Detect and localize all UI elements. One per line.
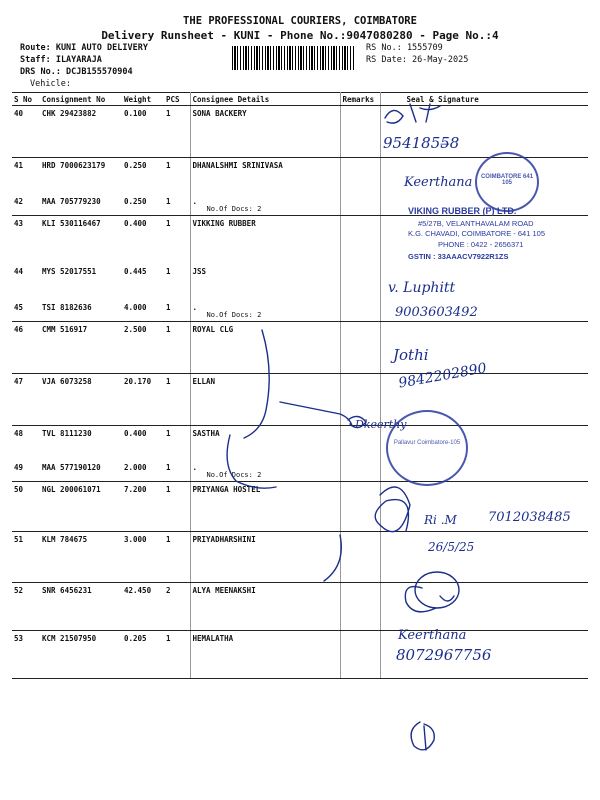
cell-consignee (190, 460, 340, 482)
cell-signature (380, 583, 588, 631)
cell-remarks (340, 158, 380, 194)
signature-row-45: v. Luphitt (388, 280, 456, 296)
cell-sno: 51 (12, 532, 40, 583)
phone-row-47: 9842202890 (397, 360, 488, 392)
table-row (12, 583, 588, 631)
docs-count: No.Of Docs: 2 (206, 311, 262, 319)
table-row (12, 631, 588, 679)
cell-pcs: 1 (164, 631, 190, 679)
cell-pcs: 1 (164, 460, 190, 482)
cell-sno: 48 (14, 429, 24, 438)
table-row (12, 264, 588, 300)
cell-consignee (190, 194, 340, 216)
cell-consignment: VJA 6073258 (40, 374, 122, 426)
runsheet-subtitle: Delivery Runsheet - KUNI - Phone No.:9047080280 - Page No.:4 (101, 29, 499, 42)
col-signature: Seal & Signature (380, 93, 588, 106)
company-title: THE PROFESSIONAL COURIERS, COIMBATORE (183, 15, 417, 27)
cell-consignment: TSI 8182636 (40, 300, 122, 322)
cell-consignee: VIKKING RUBBER (190, 216, 340, 264)
cell-pcs: 1 (164, 532, 190, 583)
cell-weight: 0.400 (124, 219, 147, 228)
cell-pcs: 1 (164, 322, 190, 374)
cell-remarks (340, 322, 380, 374)
table-row (12, 426, 588, 460)
phone-row-45: 9003603492 (395, 305, 478, 320)
col-consignment: Consignment No (40, 93, 122, 106)
cell-sno: 46 (12, 322, 40, 374)
cell-consignment: NGL 200061071 (40, 482, 122, 532)
cell-sno: 40 (12, 106, 40, 158)
route-label: Route: KUNI AUTO DELIVERY (20, 43, 148, 53)
cell-weight: 2.000 (122, 460, 164, 482)
col-consignee: Consignee Details (190, 93, 340, 106)
cell-remarks (340, 482, 380, 532)
table-header (12, 93, 588, 106)
cell-remarks (340, 194, 380, 216)
cell-consignment: HRD 7000623179 (42, 161, 106, 170)
phone-row-40: 9541855̶8 (383, 134, 460, 152)
cell-sno: 41 (14, 161, 24, 170)
cell-consignment: CMM 516917 (40, 322, 122, 374)
cell-consignment: SNR 6456231 (40, 583, 122, 631)
viking-stamp-line1: VIKING RUBBER (P) LTD. (408, 206, 517, 216)
table-row (12, 532, 588, 583)
cell-weight: 4.000 (122, 300, 164, 322)
table-row (12, 106, 588, 158)
cell-sno: 42 (12, 194, 40, 216)
cell-pcs: 1 (164, 216, 190, 264)
cell-consignee: ELLAN (190, 374, 340, 426)
signature-row-46: Jothi (393, 346, 429, 364)
signature-row-51: Ri .M (424, 513, 457, 527)
cell-remarks (340, 631, 380, 679)
col-remarks: Remarks (340, 93, 380, 106)
cell-pcs: 1 (164, 426, 190, 460)
cell-signature (380, 532, 588, 583)
viking-stamp-line5: GSTIN : 33AAACV7922R1ZS (408, 252, 509, 261)
cell-consignment: KCM 21507950 (40, 631, 122, 679)
cell-weight: 0.445 (124, 266, 147, 276)
cell-weight: 0.400 (124, 429, 147, 438)
nehru-institute-stamp (386, 410, 468, 486)
cell-remarks (340, 460, 380, 482)
cell-consignee: SASTHA (190, 426, 340, 460)
consignee-dot: . (192, 462, 198, 472)
cell-sno: 44 (14, 266, 24, 276)
signature-row-48: Dkeerthy (355, 418, 407, 431)
vehicle-label: Vehicle: (30, 79, 71, 89)
barcode (232, 46, 354, 70)
cell-consignee: ALYA MEENAKSHI (190, 583, 340, 631)
cell-consignment: MAA 705779230 (40, 194, 122, 216)
cell-sno: 52 (12, 583, 40, 631)
viking-stamp-line2: #5/27B, VELANTHAVALAM ROAD (418, 219, 534, 228)
cell-consignee: PRIYANGA HOSTEL (190, 482, 340, 532)
cell-consignee: JSS (190, 264, 340, 300)
cell-pcs: 1 (164, 374, 190, 426)
docs-count: No.Of Docs: 2 (206, 471, 262, 479)
cell-weight: 3.000 (122, 532, 164, 583)
table-row (12, 374, 588, 426)
consignee-dot: . (192, 196, 198, 206)
staff-label: Staff: ILAYARAJA (20, 55, 102, 65)
drs-number: DRS No.: DCJB155570904 (20, 67, 133, 77)
cell-remarks (340, 216, 380, 264)
rs-date: RS Date: 26-May-2025 (366, 55, 469, 65)
cell-weight: 42.450 (122, 583, 164, 631)
rs-number: RS No.: 1555709 (366, 43, 443, 53)
name-row-42: Keerthana (404, 175, 473, 190)
cell-sno: 43 (14, 219, 24, 228)
cell-consignment: CHK 29423882 (40, 106, 122, 158)
col-sno: S No (12, 93, 40, 106)
cell-sno: 47 (12, 374, 40, 426)
cell-remarks (340, 532, 380, 583)
cell-remarks (340, 583, 380, 631)
cell-pcs: 1 (164, 158, 190, 194)
consignee-dot: . (192, 302, 198, 312)
college-stamp-text: COIMBATORE 641 105 (480, 174, 534, 186)
cell-weight: 0.250 (124, 161, 147, 170)
college-stamp (475, 152, 539, 212)
cell-consignee: PRIYADHARSHINI (190, 532, 340, 583)
cell-consignee: SONA BACKERY (190, 106, 340, 158)
cell-pcs: 1 (164, 264, 190, 300)
cell-sno: 45 (12, 300, 40, 322)
table-row (12, 300, 588, 322)
name-row-53: Keerthana (398, 628, 467, 643)
cell-pcs: 1 (164, 194, 190, 216)
cell-pcs: 1 (164, 482, 190, 532)
cell-consignee: ROYAL CLG (190, 322, 340, 374)
cell-weight: 7.200 (122, 482, 164, 532)
cell-weight: 0.100 (122, 106, 164, 158)
cell-consignment: TVL 8111230 (42, 429, 92, 438)
cell-weight: 0.205 (122, 631, 164, 679)
phone-row-50: 7012038485 (488, 510, 571, 525)
scribble-bottom (411, 722, 434, 750)
cell-sno: 53 (12, 631, 40, 679)
cell-remarks (340, 264, 380, 300)
cell-sno: 50 (12, 482, 40, 532)
table-row (12, 322, 588, 374)
cell-weight: 2.500 (122, 322, 164, 374)
cell-consignment: KLI 530116467 (42, 219, 101, 228)
cell-remarks (340, 106, 380, 158)
cell-consignment: MAA 577190120 (40, 460, 122, 482)
col-pcs: PCS (164, 93, 190, 106)
cell-remarks (340, 300, 380, 322)
cell-consignee (190, 300, 340, 322)
docs-count: No.Of Docs: 2 (206, 205, 262, 213)
cell-weight: 0.250 (122, 194, 164, 216)
cell-weight: 20.170 (122, 374, 164, 426)
cell-consignment: MYS 52017551 (42, 266, 97, 276)
cell-pcs: 2 (164, 583, 190, 631)
cell-pcs: 1 (164, 300, 190, 322)
col-weight: Weight (122, 93, 164, 106)
viking-stamp-line3: K.G. CHAVADI, COIMBATORE - 641 105 (408, 229, 545, 238)
cell-consignment: KLM 784675 (40, 532, 122, 583)
cell-pcs: 1 (164, 106, 190, 158)
cell-sno: 49 (12, 460, 40, 482)
cell-consignee: HEMALATHA (190, 631, 340, 679)
nehru-stamp-text: Pallavur Coimbatore-105 (393, 440, 461, 446)
table-row (12, 460, 588, 482)
viking-stamp-line4: PHONE : 0422 - 2656371 (438, 240, 524, 249)
date-row-51: 26/5/25 (428, 540, 475, 554)
phone-row-53: 8072967756 (396, 646, 492, 664)
cell-consignee: DHANALSHMI SRINIVASA (190, 158, 340, 194)
